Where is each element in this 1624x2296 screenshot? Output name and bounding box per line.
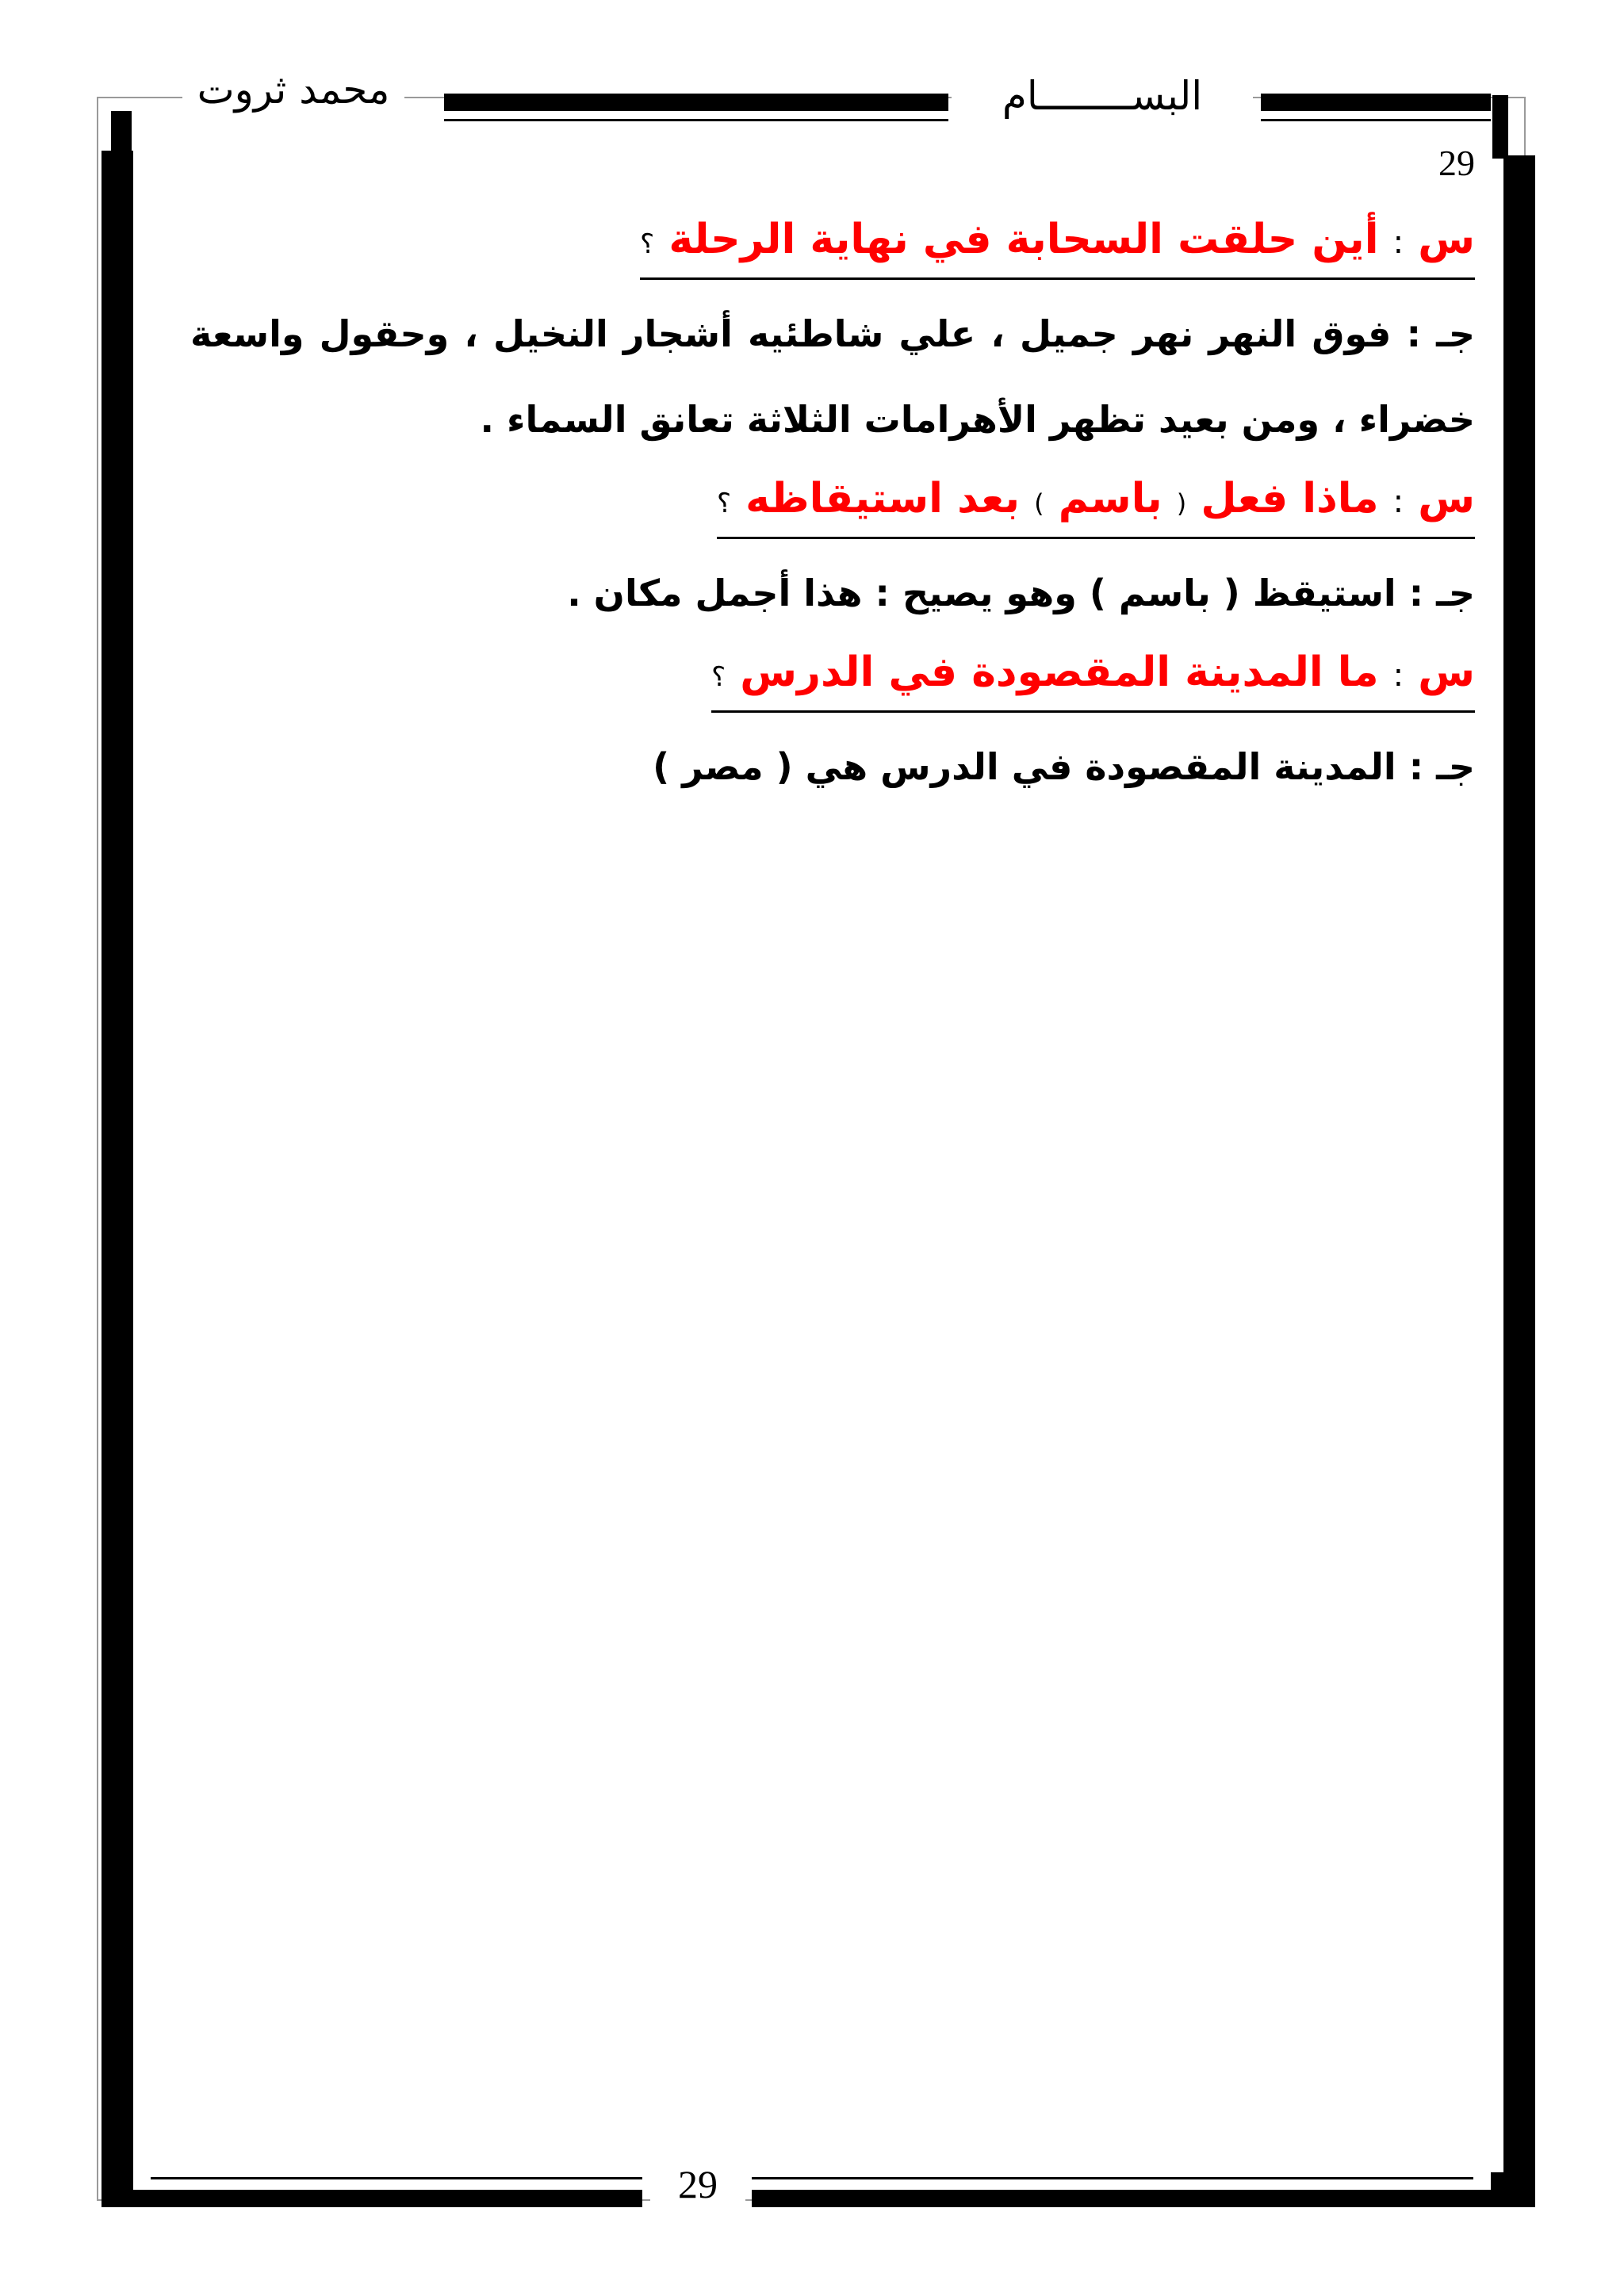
frame-bar-bottom-left (127, 2190, 642, 2207)
frame-bar-right-cap (1492, 95, 1508, 159)
frame-bar-left-cap (111, 111, 132, 155)
question-label: س (1418, 475, 1475, 522)
qa-block (190, 208, 1475, 462)
question (711, 641, 1475, 713)
question-mark: ؟ (711, 661, 726, 693)
question (717, 467, 1475, 539)
answer: جـ : فوق النهر نهر جميل ، علي شاطئيه أشجار النخيل ، وحقول واسعة خضراء ، ومن بعيد تظهر الأهرامات الثلاثة تعانق السماء . (190, 312, 1475, 441)
answer: جـ : المدينة المقصودة في الدرس هي ( مصر ) (653, 745, 1475, 788)
question-text-part-1: ماذا فعل (1201, 475, 1379, 522)
header-bar-left (444, 94, 948, 111)
question-mark: ؟ (716, 488, 731, 519)
question-separator: : (1392, 657, 1404, 694)
lesson-content (190, 208, 1475, 814)
qa-block (190, 641, 1475, 809)
frame-rule-bottom-right (752, 2177, 1473, 2179)
question-label: س (1418, 649, 1475, 696)
question-separator: : (1392, 484, 1404, 520)
header-rule-right (1261, 119, 1491, 121)
answer: جـ : استيقظ ( باسم ) وهو يصيح : هذا أجمل مكان . (567, 572, 1475, 614)
question-mark: ؟ (640, 228, 655, 260)
question-text-part-2: بعد استيقاظه (745, 475, 1020, 522)
frame-bar-right (1503, 155, 1535, 2193)
question-paren-close: ) (1034, 488, 1044, 519)
header-author: محمد ثروت (182, 63, 404, 116)
frame-corner-bottom-left (102, 2172, 133, 2207)
header-rule-left (444, 119, 948, 121)
frame-rule-bottom-left (151, 2177, 642, 2179)
question-paren-open: ( (1176, 488, 1187, 519)
page-number-bottom: 29 (650, 2156, 745, 2212)
frame-bar-bottom-right (752, 2190, 1497, 2207)
question-label: س (1418, 216, 1475, 263)
question (640, 208, 1475, 280)
question-text: ما المدينة المقصودة في الدرس (740, 649, 1379, 696)
header-bar-right (1261, 94, 1491, 111)
header-title: البســــــــام (952, 70, 1253, 122)
page-number-top: 29 (1438, 143, 1475, 183)
frame-corner-bottom-right (1491, 2172, 1535, 2207)
question-name: باسم (1058, 475, 1162, 522)
question-text: أين حلقت السحابة في نهاية الرحلة (668, 216, 1379, 263)
question-separator: : (1392, 224, 1404, 261)
frame-bar-left (102, 151, 133, 2192)
qa-block (190, 467, 1475, 636)
